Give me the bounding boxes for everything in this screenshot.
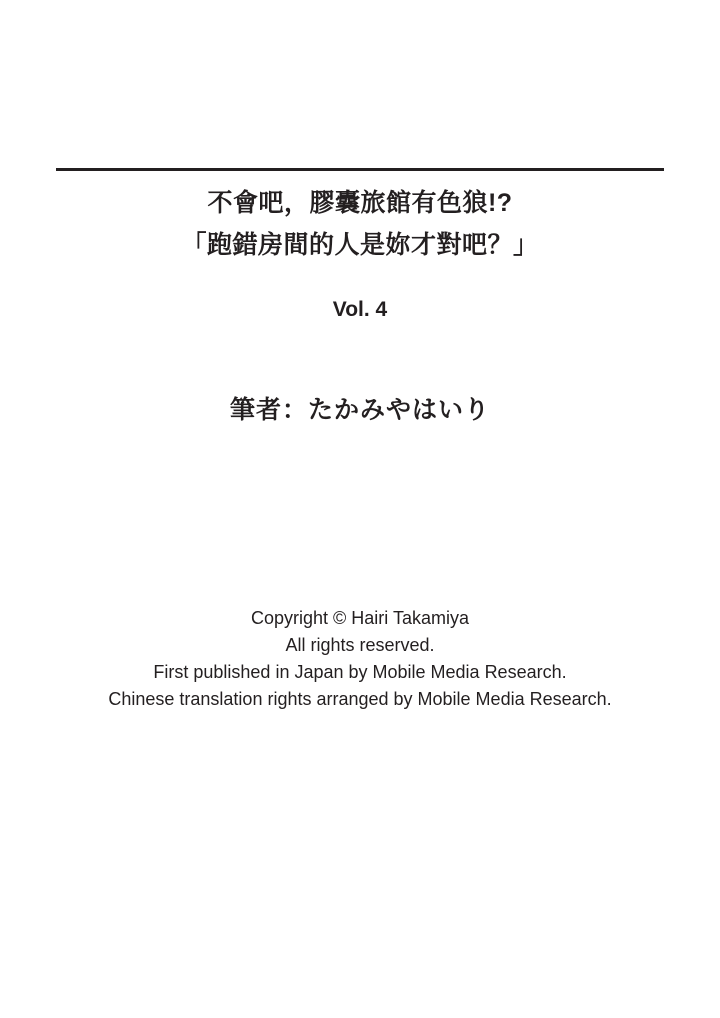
title-block [0,182,720,266]
copyright-line-3: First published in Japan by Mobile Media Research. [153,662,567,682]
copyright-line-1: Copyright © Hairi Takamiya [250,608,469,628]
author-label: 筆者：たかみやはいり [229,396,490,424]
title-divider [56,168,664,171]
volume-label: Vol. 4 [332,298,388,321]
title-line-2: 「跑錯房間的人是妳才對吧？」 [181,231,539,259]
title-line-1: 不會吧，膠囊旅館有色狼!? [207,189,513,217]
copyright-line-4: Chinese translation rights arranged by Mobile Media Research. [108,689,612,709]
copyright-block [0,605,720,713]
copyright-line-2: All rights reserved. [285,635,435,655]
